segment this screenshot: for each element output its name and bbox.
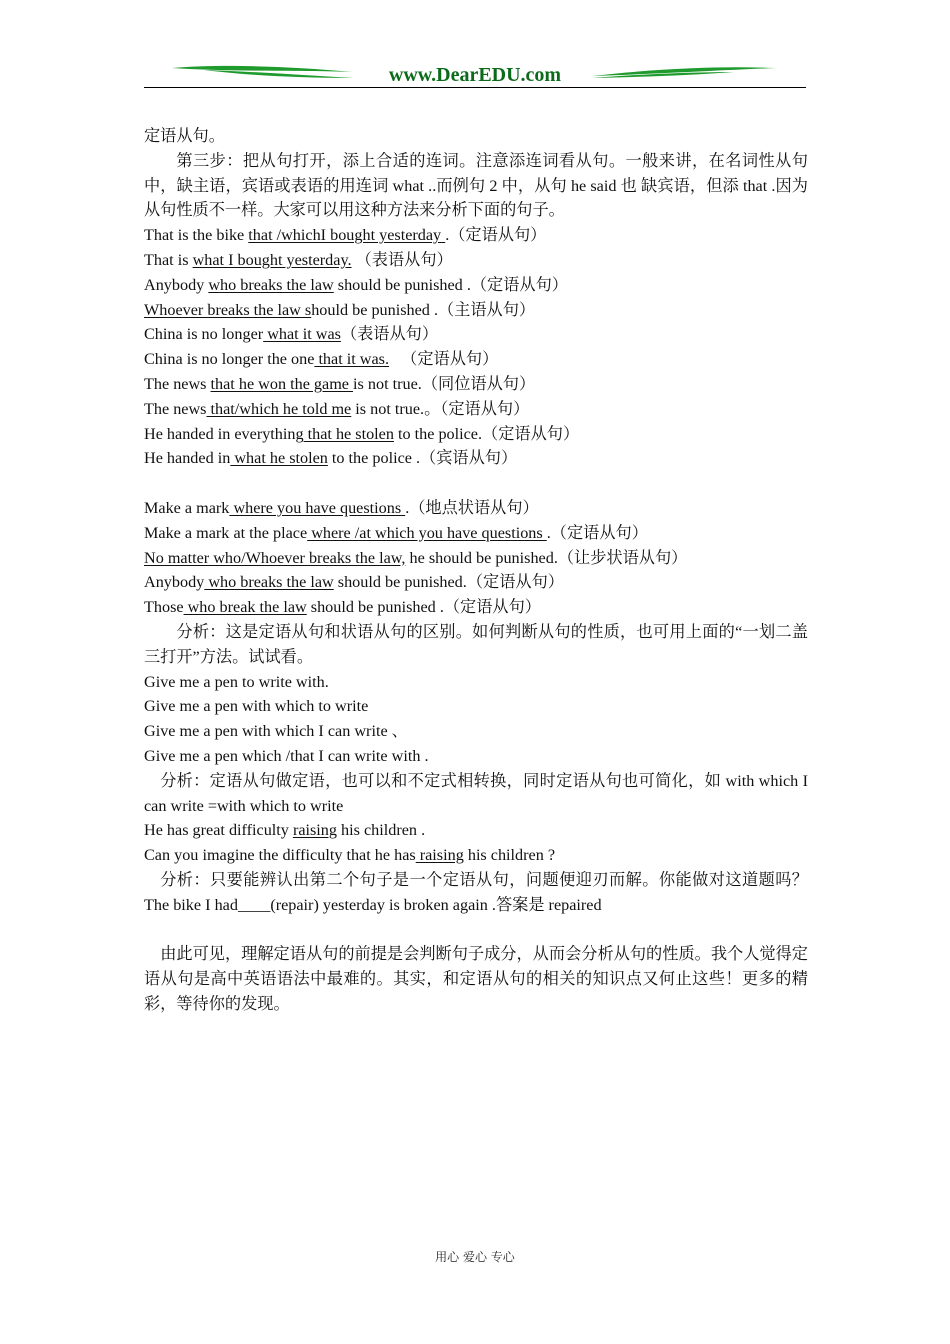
example-sentence: China is no longer what it was（表语从句） (144, 325, 439, 344)
example-sentence: That is what I bought yesterday. （表语从句） (144, 250, 453, 269)
clause-underline: who breaks the law (208, 275, 334, 294)
example-sentence: Those who break the law should be punished .（定语从句） (144, 598, 541, 617)
clause-underline: Whoever breaks the law s (144, 300, 312, 319)
clause-underline: that he stolen (303, 424, 394, 443)
example-sentence: Can you imagine the difficulty that he has raising his children ? (144, 846, 556, 865)
conclusion-paragraph: 由此可见，理解定语从句的前提是会判断句子成分，从而会分析从句的性质。我个人觉得定语从句是高中英语语法中最难的。其实，和定语从句的相关的知识点又何止这些！更多的精彩，等待你的发现。 (144, 945, 808, 1013)
clause-underline: that /whichI bought yesterday (248, 226, 446, 245)
example-sentence: China is no longer the one that it was. （定语从句） (144, 350, 499, 369)
example-sentence: Anybody who breaks the law should be punished .（定语从句） (144, 275, 568, 294)
clause-underline: raising (415, 846, 464, 865)
clause-underline: that it was. (314, 350, 390, 369)
analysis-paragraph: 分析：这是定语从句和状语从句的区别。如何判断从句的性质，也可用上面的“一划二盖三打开”方法。试试看。 (144, 622, 808, 666)
header-rule (144, 87, 806, 88)
clause-underline: No matter who/Whoever breaks the law, (144, 548, 406, 567)
dearedu-logo (144, 58, 806, 88)
example-sentence: That is the bike that /whichI bought yesterday .（定语从句） (144, 226, 547, 245)
document-body (144, 124, 808, 1017)
analysis-paragraph: 分析：定语从句做定语，也可以和不定式相转换，同时定语从句也可简化，如 with which I can write =with which to write (144, 771, 808, 815)
example-sentence: No matter who/Whoever breaks the law, he should be punished.（让步状语从句） (144, 548, 688, 567)
clause-underline: what he stolen (230, 449, 328, 468)
example-sentence: Make a mark at the place where /at which you have questions .（定语从句） (144, 523, 648, 542)
clause-underline: where you have questions (229, 498, 406, 517)
logo-text: www.DearEDU.com (388, 64, 562, 86)
clause-underline: that he won the game (210, 374, 354, 393)
text-line: 定语从句。 (144, 127, 225, 145)
example-sentence: The news that he won the game is not true.（同位语从句） (144, 374, 536, 393)
paragraph-step-three: 第三步：把从句打开，添上合适的连词。注意添连词看从句。一般来讲，在名词性从句中，缺主语，宾语或表语的用连词 what ..而例句 2 中，从句 he said 也 缺宾语，但添 that .因为从句性质不一样。大家可以用这种方法来分析下面的句子。 (144, 151, 808, 220)
blank-line (144, 918, 808, 943)
example-sentence: Make a mark where you have questions .（地点状语从句） (144, 498, 539, 517)
page-footer: 用心 爱心 专心 (435, 1250, 515, 1264)
logo-swoosh-left (172, 66, 354, 72)
analysis-paragraph: 分析：只要能辨认出第二个句子是一个定语从句，问题便迎刃而解。你能做对这道题吗？The bike I had____(repair) yesterday is broken again .答案是 repaired (144, 870, 808, 914)
clause-underline: where /at which you have questions (307, 523, 547, 542)
clause-underline: who break the law (183, 598, 307, 617)
clause-underline: that/which he told me (206, 399, 352, 418)
page-header (144, 58, 806, 90)
example-sentence: Give me a pen to write with. (144, 672, 329, 691)
clause-underline: what I bought yesterday. (192, 250, 352, 269)
blank-line (144, 471, 808, 496)
clause-underline: who breaks the law (204, 573, 334, 592)
example-sentence: Give me a pen with which I can write 、 (144, 722, 408, 741)
example-sentence: Anybody who breaks the law should be punished.（定语从句） (144, 573, 564, 592)
example-sentence: He handed in everything that he stolen to the police.（定语从句） (144, 424, 580, 443)
example-sentence: He handed in what he stolen to the police .（宾语从句） (144, 449, 518, 468)
example-sentence: The news that/which he told me is not true.。（定语从句） (144, 399, 530, 418)
example-sentence: Give me a pen with which to write (144, 697, 369, 716)
clause-underline: what it was (263, 325, 341, 344)
example-sentence: Whoever breaks the law should be punished .（主语从句） (144, 300, 536, 319)
clause-underline: raising (292, 821, 337, 840)
example-sentence: Give me a pen which /that I can write with . (144, 746, 429, 765)
example-sentence: He has great difficulty raising his children . (144, 821, 426, 840)
